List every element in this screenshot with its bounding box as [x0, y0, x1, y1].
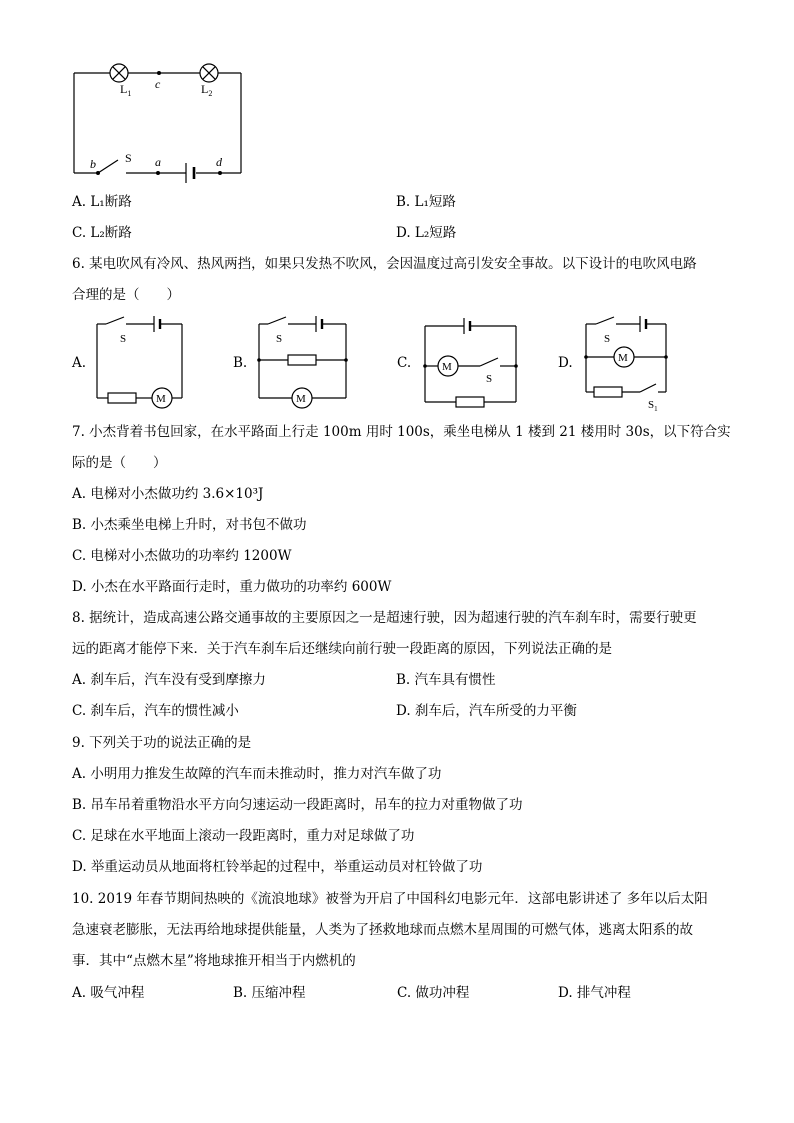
- q6-option-d-label[interactable]: D.: [558, 355, 573, 371]
- q5-option-a[interactable]: A. L₁断路: [72, 194, 132, 210]
- q8-option-c[interactable]: C. 刹车后，汽车的惯性减小: [72, 703, 239, 719]
- q9-option-c[interactable]: C. 足球在水平地面上滚动一段距离时，重力对足球做了功: [72, 828, 415, 844]
- q6-c-switch-label: S: [486, 373, 493, 385]
- q7-stem-line-2: 际的是（ ）: [72, 455, 167, 471]
- q8-option-b[interactable]: B. 汽车具有惯性: [396, 672, 496, 688]
- q10-option-c[interactable]: C. 做功冲程: [397, 985, 470, 1001]
- q7-option-c[interactable]: C. 电梯对小杰做功的功率约 1200W: [72, 548, 292, 564]
- heater-resistor-icon: [108, 393, 136, 403]
- q10-option-d[interactable]: D. 排气冲程: [558, 985, 631, 1001]
- q8-stem-line-2: 远的距离才能停下来．关于汽车刹车后还继续向前行驶一段距离的原因，下列说法正确的是: [72, 641, 612, 657]
- q8-option-a[interactable]: A. 刹车后，汽车没有受到摩擦力: [72, 672, 266, 688]
- circuit-diagram-q6-b: [254, 314, 354, 414]
- q7-option-b[interactable]: B. 小杰乘坐电梯上升时，对书包不做功: [72, 517, 307, 533]
- heater-resistor-icon: [456, 397, 484, 407]
- fig5-label-c: c: [155, 77, 161, 91]
- q10-option-a[interactable]: A. 吸气冲程: [72, 985, 145, 1001]
- fig5-label-l2: L: [201, 82, 209, 96]
- svg-text:L1: $L_1$: [120, 82, 132, 98]
- q8-option-d[interactable]: D. 刹车后，汽车所受的力平衡: [396, 703, 577, 719]
- svg-text:L2: $L_2$: [201, 82, 213, 98]
- heater-resistor-icon: [288, 355, 316, 365]
- q10-stem-line-1: 10. 2019 年春节期间热映的《流浪地球》被誉为开启了中国科幻电影元年．这部电影讲述了 多年以后太阳: [72, 891, 708, 907]
- q6-stem-line-2: 合理的是（ ）: [72, 287, 180, 303]
- fig5-label-b: b: [90, 157, 96, 171]
- q9-option-a[interactable]: A. 小明用力推发生故障的汽车而未推动时，推力对汽车做了功: [72, 766, 442, 782]
- q9-stem: 9. 下列关于功的说法正确的是: [72, 735, 252, 751]
- q6-a-motor-label: M: [156, 393, 166, 405]
- q5-option-d[interactable]: D. L₂短路: [396, 225, 457, 241]
- q6-a-switch-label: S: [120, 333, 127, 345]
- q6-d-motor-label: M: [618, 352, 628, 364]
- q6-d-switch1-label: S: [648, 399, 655, 411]
- fig5-label-s: S: [125, 151, 132, 165]
- q6-option-b-label[interactable]: B.: [233, 355, 248, 371]
- fig5-label-a: a: [155, 155, 161, 169]
- q5-option-c[interactable]: C. L₂断路: [72, 225, 132, 241]
- q10-stem-line-2: 急速衰老膨胀，无法再给地球提供能量，人类为了拯救地球而点燃木星周围的可燃气体，逃离太阳系的故: [72, 922, 693, 938]
- q5-option-b[interactable]: B. L₁短路: [396, 194, 456, 210]
- q6-option-c-label[interactable]: C.: [397, 355, 412, 371]
- circuit-diagram-q6-a: [92, 314, 192, 414]
- q10-option-b[interactable]: B. 压缩冲程: [233, 985, 306, 1001]
- q9-option-d[interactable]: D. 举重运动员从地面将杠铃举起的过程中，举重运动员对杠铃做了功: [72, 859, 483, 875]
- q6-c-motor-label: M: [442, 361, 452, 373]
- q8-stem-line-1: 8. 据统计，造成高速公路交通事故的主要原因之一是超速行驶，因为超速行驶的汽车刹车时，需要行驶更: [72, 610, 697, 626]
- circuit-diagram-q6-d: [578, 312, 678, 416]
- q7-option-d[interactable]: D. 小杰在水平路面行走时，重力做功的功率约 600W: [72, 579, 392, 595]
- q6-b-motor-label: M: [296, 393, 306, 405]
- circuit-diagram-q6-c: [420, 314, 524, 414]
- q9-option-b[interactable]: B. 吊车吊着重物沿水平方向匀速运动一段距离时，吊车的拉力对重物做了功: [72, 797, 523, 813]
- q6-option-a-label[interactable]: A.: [72, 355, 87, 371]
- q10-stem-line-3: 事．其中“点燃木星”将地球推开相当于内燃机的: [72, 953, 356, 969]
- heater-resistor-icon: [594, 387, 622, 397]
- fig5-label-d: d: [216, 155, 222, 169]
- svg-text:S1: $S_1$: [648, 399, 658, 413]
- q6-stem-line-1: 6. 某电吹风有冷风、热风两挡，如果只发热不吹风，会因温度过高引发安全事故。以下设计的电吹风电路: [72, 256, 697, 272]
- q6-b-switch-label: S: [276, 333, 283, 345]
- circuit-diagram-q5: [60, 56, 260, 186]
- fig5-label-l1: L: [120, 82, 128, 96]
- q7-option-a[interactable]: A. 电梯对小杰做功约 3.6×10³J: [72, 486, 264, 502]
- q7-stem-line-1: 7. 小杰背着书包回家，在水平路面上行走 100m 用时 100s，乘坐电梯从 1 楼到 21 楼用时 30s，以下符合实: [72, 424, 731, 440]
- q6-d-switch-label: S: [604, 333, 611, 345]
